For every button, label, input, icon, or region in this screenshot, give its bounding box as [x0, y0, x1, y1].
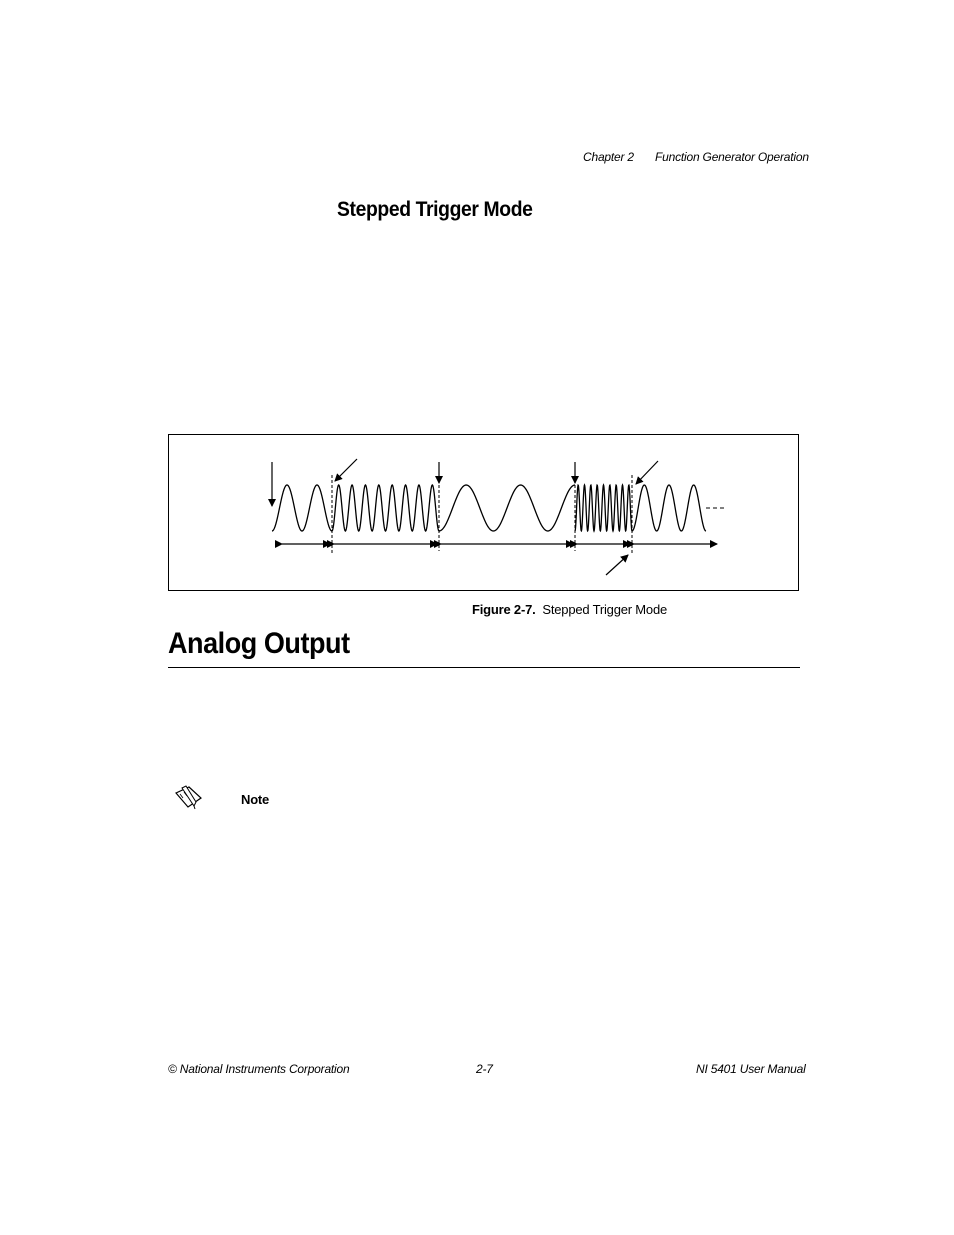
waveform-segment-4: [575, 485, 632, 531]
waveform-segment-5: [632, 485, 706, 531]
pointer-arrow-3: [606, 555, 628, 575]
footer-copyright: © National Instruments Corporation: [168, 1062, 350, 1076]
figure-number: Figure 2-7.: [472, 602, 536, 617]
header-section: Function Generator Operation: [655, 150, 809, 164]
section-title: Stepped Trigger Mode: [337, 198, 533, 221]
heading-rule: [168, 667, 800, 668]
note-pencil-icon: [174, 784, 204, 817]
figure-title: Stepped Trigger Mode: [542, 602, 668, 617]
pointer-arrow-1: [335, 459, 357, 481]
waveform-segment-2: [332, 485, 439, 531]
figure-caption: [472, 602, 667, 617]
note-label: Note: [241, 792, 270, 807]
header-chapter: Chapter 2: [583, 150, 634, 164]
waveform-segment-1: [272, 485, 332, 531]
waveform-segment-3: [439, 485, 575, 531]
figure-stepped-trigger-mode: [168, 434, 799, 591]
footer-manual-title: NI 5401 User Manual: [696, 1062, 806, 1076]
main-heading: Analog Output: [168, 627, 350, 660]
footer-page-number: 2-7: [476, 1062, 493, 1076]
pointer-arrow-2: [636, 461, 658, 484]
waveform-diagram: [169, 435, 800, 592]
